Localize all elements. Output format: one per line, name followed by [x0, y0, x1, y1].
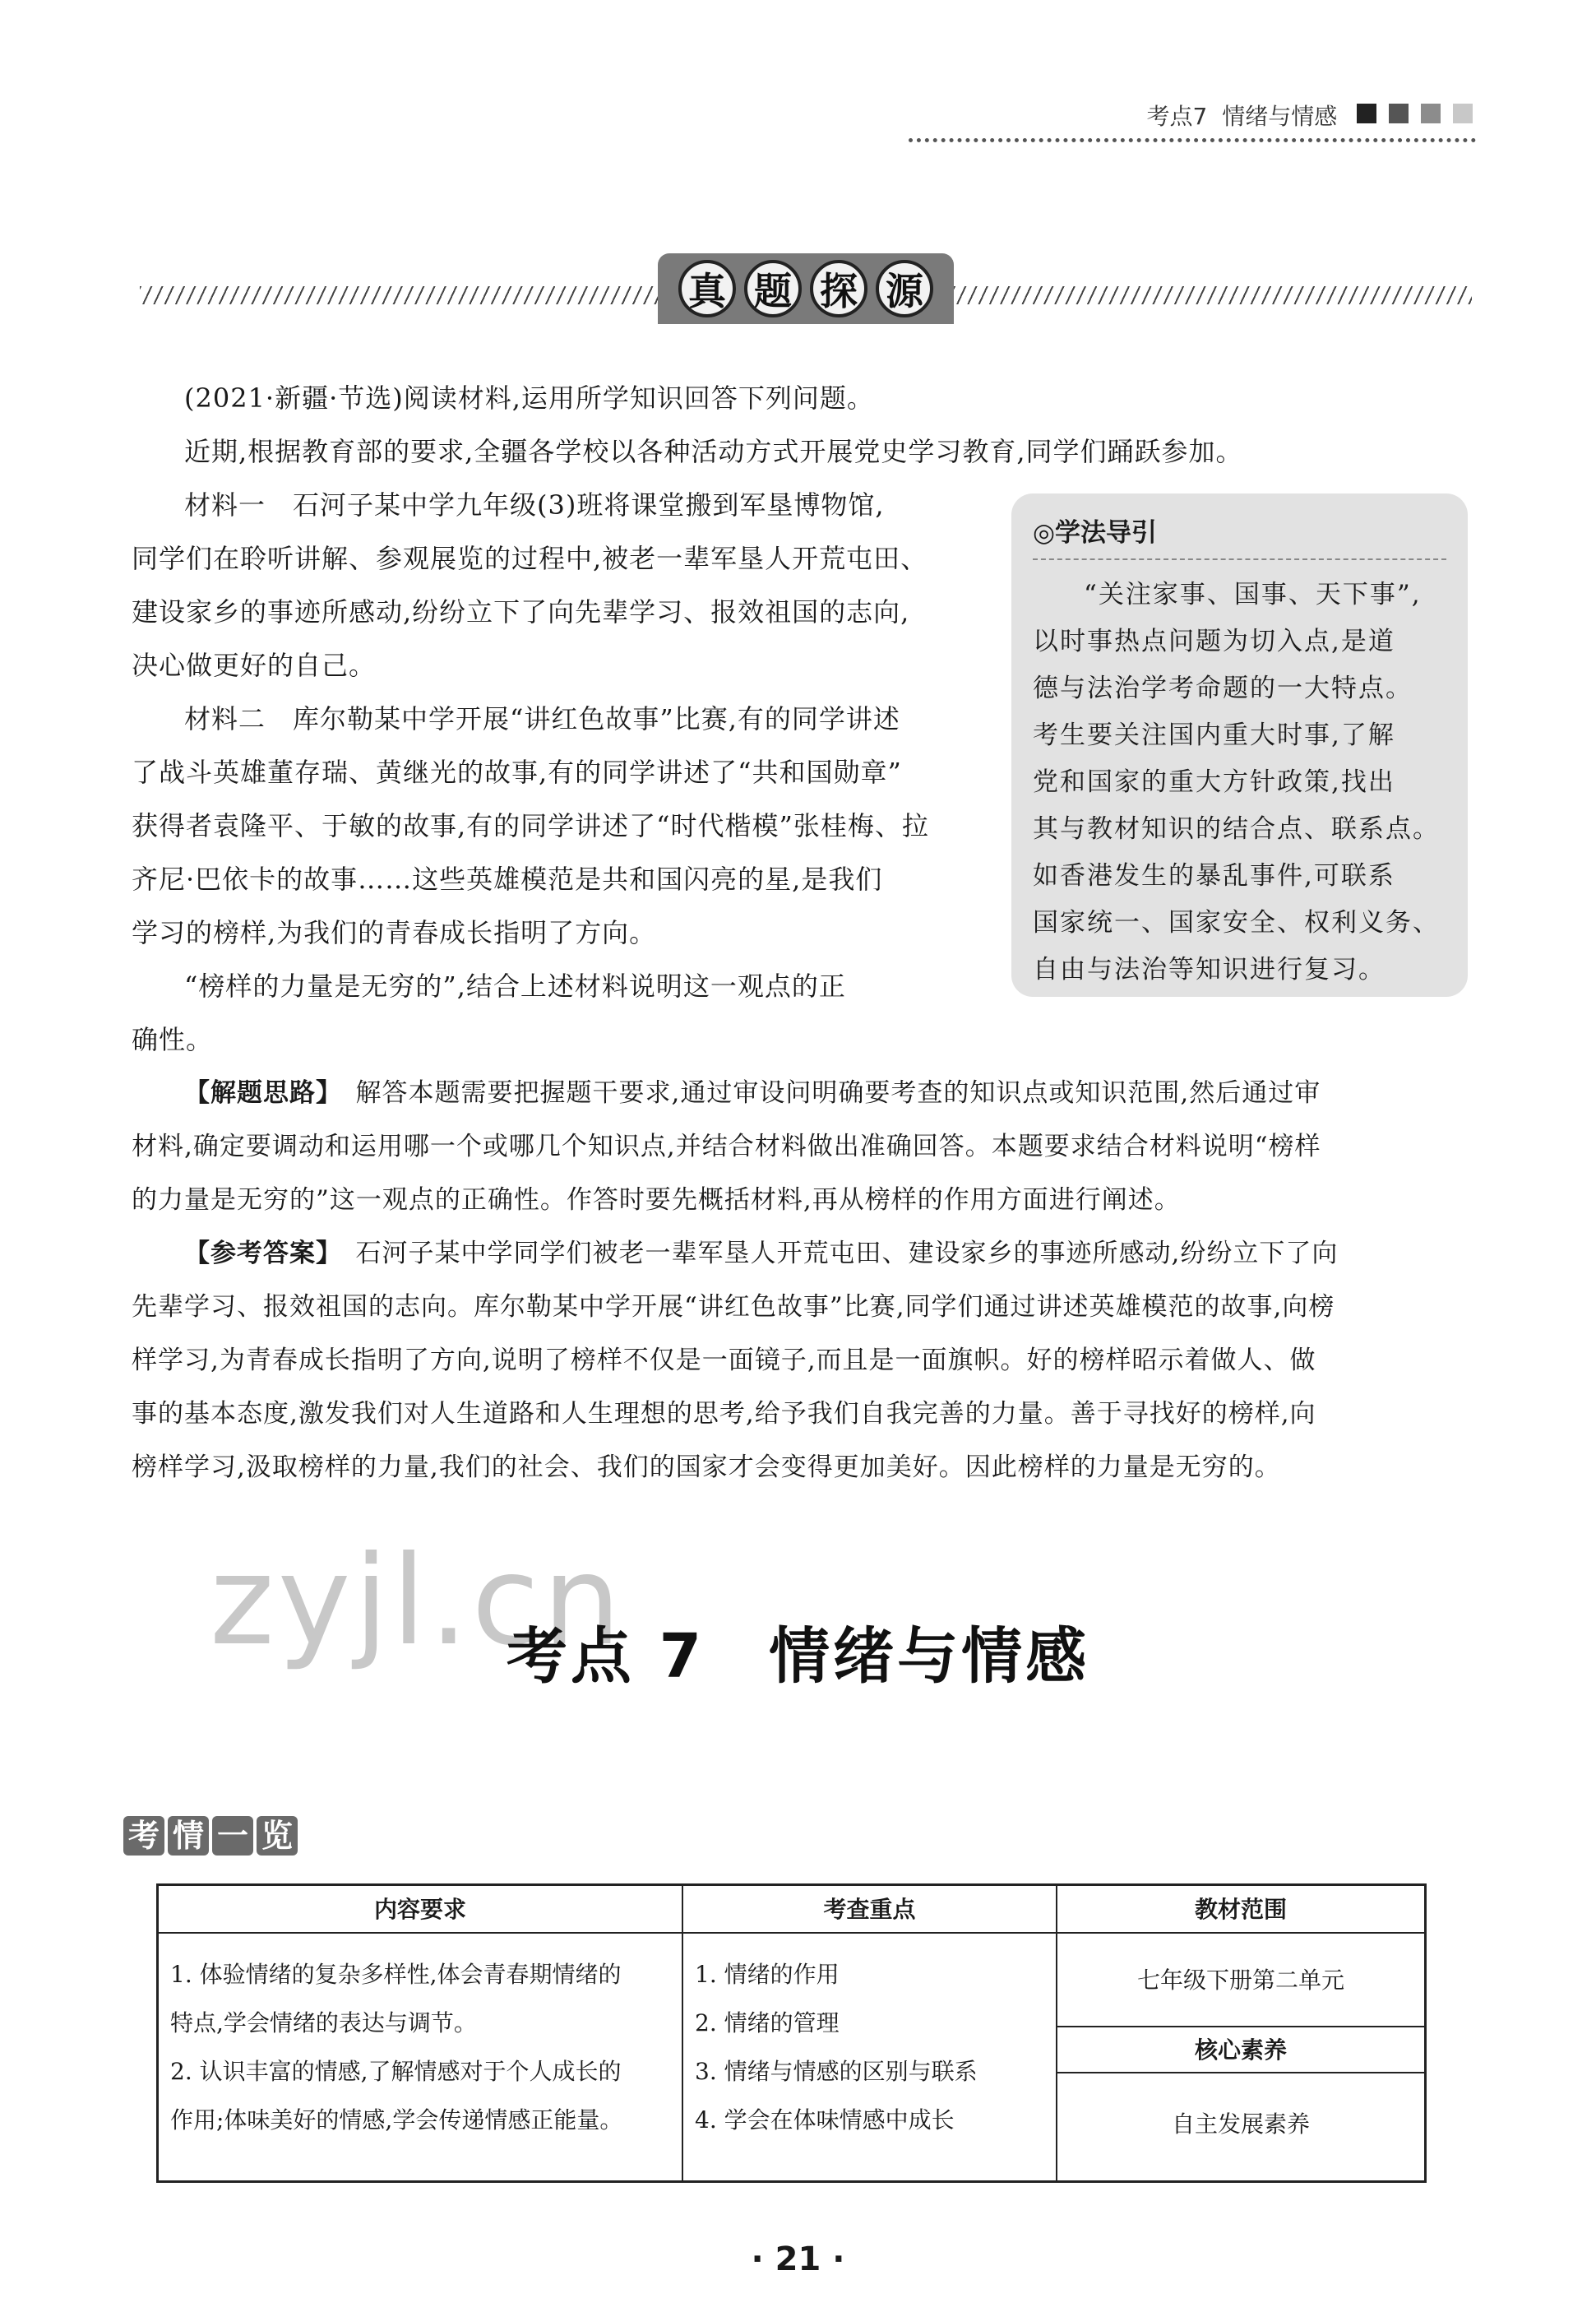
answer-line: 石河子某中学同学们被老一辈军垦人开荒屯田、建设家乡的事迹所感动,纷纷立下了向: [329, 1239, 1339, 1268]
prompt-line: 确性。: [132, 1024, 214, 1055]
prompt-line: “榜样的力量是无穷的”,结合上述材料说明这一观点的正: [184, 971, 846, 1002]
study-tip-line: 自由与法治等知识进行复习。: [1033, 955, 1386, 985]
overview-label-char: 考: [123, 1816, 164, 1856]
watermark: zyjl.cn: [210, 1530, 625, 1673]
study-tip-line: “关注家事、国事、天下事”,: [1084, 580, 1422, 609]
material-1-line: 决心做更好的自己。: [132, 650, 377, 681]
table-header: 考查重点: [683, 1886, 1056, 1934]
textbook-scope-cell: 七年级下册第二单元: [1057, 1934, 1424, 2027]
marker-square-icon: [1389, 104, 1409, 123]
table-cell-line: 2. 情绪的管理: [695, 2009, 840, 2036]
material-1-line: 同学们在聆听讲解、参观展览的过程中,被老一辈军垦人开荒屯田、: [132, 543, 928, 574]
banner-tab: [658, 253, 954, 324]
banner-char: 真: [678, 260, 736, 317]
table-cell-line: 特点,学会情绪的表达与调节。: [170, 2009, 477, 2036]
study-tip-line: 党和国家的重大方针政策,找出: [1033, 767, 1395, 797]
banner-hatch-right: [954, 286, 1472, 304]
solution-approach: [132, 1067, 1488, 1227]
key-points-column: [683, 1886, 1057, 2180]
answer-line: 榜样学习,汲取榜样的力量,我们的社会、我们的国家才会变得更加美好。因此榜样的力量是无穷的。: [132, 1452, 1281, 1482]
material-2-line: 齐尼·巴依卡的故事……这些英雄模范是共和国闪亮的星,是我们: [132, 864, 883, 895]
overview-label-char: 览: [257, 1816, 298, 1856]
marker-square-icon: [1421, 104, 1441, 123]
page-number: · 21 ·: [751, 2240, 845, 2278]
table-cell-line: 1. 情绪的作用: [695, 1961, 840, 1988]
solution-line: 的力量是无穷的”这一观点的正确性。作答时要先概括材料,再从榜样的作用方面进行阐述。: [132, 1185, 1181, 1215]
study-tip-line: 国家统一、国家安全、权利义务、: [1033, 908, 1440, 938]
overview-label-char: 一: [212, 1816, 253, 1856]
header-dotted-rule: [909, 138, 1476, 142]
study-tip-line: 其与教材知识的结合点、联系点。: [1033, 814, 1440, 844]
study-tip-line: 以时事热点问题为切入点,是道: [1033, 627, 1395, 656]
solution-line: 解答本题需要把握题干要求,通过审设问明确要考查的知识点或知识范围,然后通过审: [329, 1078, 1321, 1108]
table-cell-line: 3. 情绪与情感的区别与联系: [695, 2058, 978, 2085]
table-cell-line: 4. 学会在体味情感中成长: [695, 2106, 955, 2134]
content-requirements-list: [159, 1934, 682, 2144]
marker-square-icon: [1453, 104, 1473, 123]
table-cell-line: 2. 认识丰富的情感,了解情感对于个人成长的: [170, 2058, 622, 2085]
banner-char: 源: [876, 260, 933, 317]
core-literacy-header: 核心素养: [1057, 2027, 1424, 2073]
study-tip-title: ◎学法导引: [1033, 512, 1446, 560]
solution-label: 【解题思路】: [184, 1078, 330, 1108]
answer-line: 先辈学习、报效祖国的志向。库尔勒某中学开展“讲红色故事”比赛,同学们通过讲述英雄模范的故事,向榜: [132, 1292, 1335, 1322]
question-intro: 近期,根据教育部的要求,全疆各学校以各种活动方式开展党史学习教育,同学们踊跃参加。: [184, 436, 1243, 467]
answer-line: 事的基本态度,激发我们对人生道路和人生理想的思考,给予我们自我完善的力量。善于寻找好的榜样,向: [132, 1399, 1316, 1429]
material-2-line: 材料二 库尔勒某中学开展“讲红色故事”比赛,有的同学讲述: [184, 703, 900, 734]
running-header: [1146, 99, 1473, 132]
overview-label-char: 情: [168, 1816, 209, 1856]
question-prompt: [132, 960, 987, 1067]
solution-line: 材料,确定要调动和运用哪一个或哪几个知识点,并结合材料做出准确回答。本题要求结合材料说明“榜样: [132, 1132, 1321, 1161]
banner-hatch-left: [140, 286, 658, 304]
banner-char: 探: [810, 260, 867, 317]
section-banner: [140, 253, 1472, 324]
table-header: 内容要求: [159, 1886, 682, 1934]
table-cell-line: 作用;体味美好的情感,学会传递情感正能量。: [170, 2106, 623, 2134]
header-marker-squares: [1352, 102, 1473, 129]
content-requirements-column: [159, 1886, 683, 2180]
table-header: 教材范围: [1057, 1886, 1424, 1934]
study-tip-line: 考生要关注国内重大时事,了解: [1033, 720, 1395, 750]
material-1-line: 材料一 石河子某中学九年级(3)班将课堂搬到军垦博物馆,: [184, 489, 885, 521]
material-1: [132, 479, 987, 693]
study-tip-body: [1033, 572, 1446, 994]
question-source: (2021·新疆·节选)阅读材料,运用所学知识回答下列问题。: [184, 382, 874, 414]
running-header-title: 情绪与情感: [1222, 103, 1338, 130]
chapter-title: 考点 7 情绪与情感: [506, 1621, 1090, 1692]
textbook-scope-column: [1057, 1886, 1424, 2180]
material-2-line: 获得者袁隆平、于敏的故事,有的同学讲述了“时代楷模”张桂梅、拉: [132, 810, 929, 841]
core-literacy-cell: 自主发展素养: [1171, 2110, 1310, 2138]
answer-label: 【参考答案】: [184, 1239, 330, 1268]
banner-char: 题: [744, 260, 802, 317]
material-1-line: 建设家乡的事迹所感动,纷纷立下了向先辈学习、报效祖国的志向,: [132, 596, 910, 628]
material-2-line: 了战斗英雄董存瑞、黄继光的故事,有的同学讲述了“共和国勋章”: [132, 757, 902, 788]
reference-answer: [132, 1227, 1488, 1494]
running-header-chapter: 考点7: [1146, 103, 1208, 130]
table-cell-line: 1. 体验情绪的复杂多样性,体会青春期情绪的: [170, 1961, 622, 1988]
material-2-line: 学习的榜样,为我们的青春成长指明了方向。: [132, 917, 657, 948]
material-2: [132, 693, 987, 960]
answer-line: 样学习,为青春成长指明了方向,说明了榜样不仅是一面镜子,而且是一面旗帜。好的榜样昭示着做人、做: [132, 1346, 1316, 1375]
exam-overview-table: [156, 1883, 1427, 2183]
study-tip-line: 如香港发生的暴乱事件,可联系: [1033, 861, 1395, 891]
overview-label: [123, 1816, 298, 1856]
study-tip-line: 德与法治学考命题的一大特点。: [1033, 674, 1413, 703]
key-points-list: [683, 1934, 1056, 2144]
study-tip-box: [1011, 493, 1468, 997]
marker-square-icon: [1357, 104, 1376, 123]
